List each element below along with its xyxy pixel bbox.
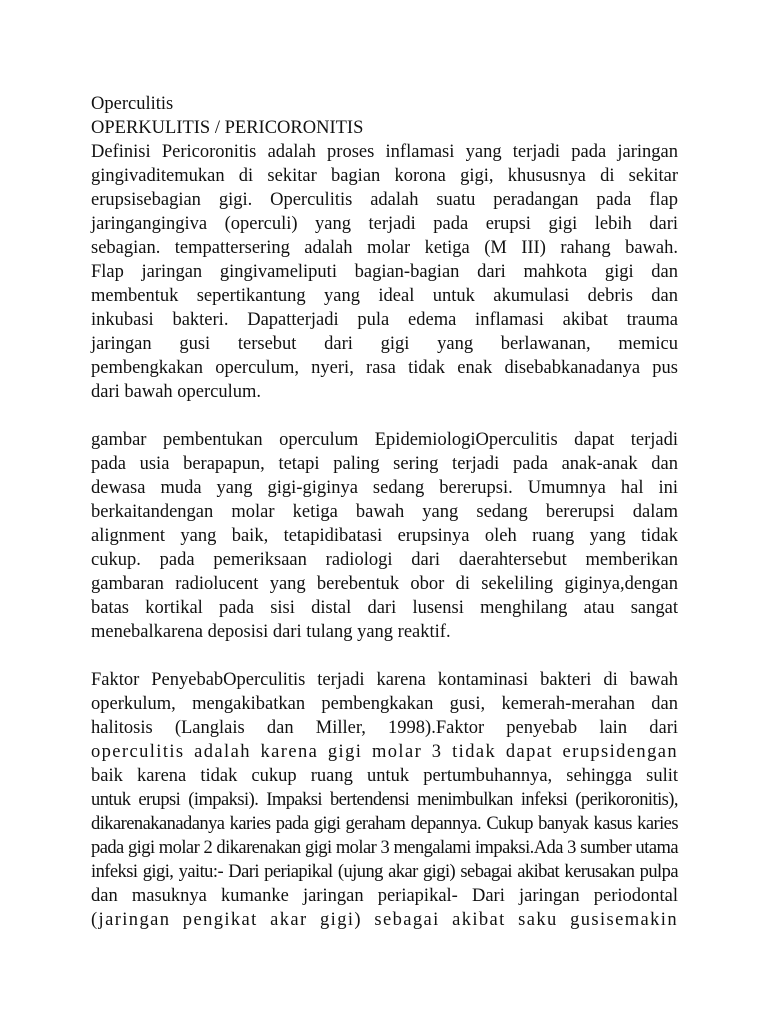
text-line: dan masuknya kumanke jaringan periapikal- Dari jaringan periodontal (91, 886, 678, 906)
text-line: batas kortikal pada sisi distal dari lusensi menghilang atau sangat (91, 598, 678, 618)
text-line: jaringan gusi tersebut dari gigi yang berlawanan, memicu (91, 334, 678, 354)
text-line: dewasa muda yang gigi-giginya sedang bererupsi. Umumnya hal ini (91, 478, 678, 498)
document-heading: OPERKULITIS / PERICORONITIS (91, 118, 364, 138)
text-line: dari bawah operculum. (91, 382, 262, 402)
text-line: inkubasi bakteri. Dapatterjadi pula edema inflamasi akibat trauma (91, 310, 678, 330)
text-line: Flap jaringan gingivameliputi bagian-bagian dari mahkota gigi dan (91, 262, 678, 282)
text-line: erupsisebagian gigi. Operculitis adalah suatu peradangan pada flap (91, 190, 678, 210)
text-line: sebagian. tempattersering adalah molar ketiga (M III) rahang bawah. (91, 238, 678, 258)
text-line: alignment yang baik, tetapidibatasi erupsinya oleh ruang yang tidak (91, 526, 678, 546)
text-line: (jaringan pengikat akar gigi) sebagai akibat saku gusisemakin (91, 910, 678, 930)
text-line: infeksi gigi, yaitu:- Dari periapikal (ujung akar gigi) sebagai akibat kerusakan pulpa (91, 862, 678, 882)
text-line: pembengkakan operculum, nyeri, rasa tidak enak disebabkanadanya pus (91, 358, 678, 378)
text-line: cukup. pada pemeriksaan radiologi dari daerahtersebut memberikan (91, 550, 678, 570)
text-line: membentuk sepertikantung yang ideal untuk akumulasi debris dan (91, 286, 678, 306)
text-line: baik karena tidak cukup ruang untuk pertumbuhannya, sehingga sulit (91, 766, 678, 786)
text-line: pada gigi molar 2 dikarenakan gigi molar 3 mengalami impaksi.Ada 3 sumber utama (91, 838, 678, 858)
text-line: jaringangingiva (operculi) yang terjadi pada erupsi gigi lebih dari (91, 214, 678, 234)
text-line: operculitis adalah karena gigi molar 3 tidak dapat erupsidengan (91, 742, 678, 762)
text-line: gambar pembentukan operculum EpidemiologiOperculitis dapat terjadi (91, 430, 678, 450)
text-line: gambaran radiolucent yang berebentuk obor di sekeliling giginya,dengan (91, 574, 678, 594)
text-line: untuk erupsi (impaksi). Impaksi bertendensi menimbulkan infeksi (perikoronitis), (91, 790, 678, 810)
text-line: operkulum, mengakibatkan pembengkakan gusi, kemerah-merahan dan (91, 694, 678, 714)
text-line: dikarenakanadanya karies pada gigi geraham depannya. Cukup banyak kasus karies (91, 814, 678, 834)
text-line: halitosis (Langlais dan Miller, 1998).Faktor penyebab lain dari (91, 718, 678, 738)
document-title: Operculitis (91, 94, 174, 114)
text-line: menebalkarena deposisi dari tulang yang reaktif. (91, 622, 451, 642)
text-line: Faktor PenyebabOperculitis terjadi karena kontaminasi bakteri di bawah (91, 670, 678, 690)
text-line: gingivaditemukan di sekitar bagian korona gigi, khususnya di sekitar (91, 166, 678, 186)
text-line: Definisi Pericoronitis adalah proses inflamasi yang terjadi pada jaringan (91, 142, 678, 162)
text-line: pada usia berapapun, tetapi paling sering terjadi pada anak-anak dan (91, 454, 678, 474)
text-line: berkaitandengan molar ketiga bawah yang sedang bererupsi dalam (91, 502, 678, 522)
